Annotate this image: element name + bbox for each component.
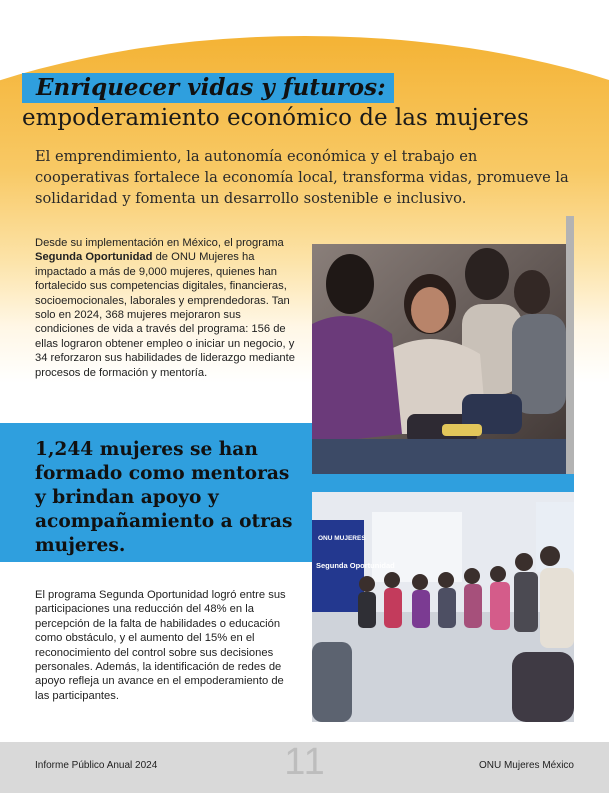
lead-paragraph: El emprendimiento, la autonomía económica y el trabajo en cooperativas fortalece la economía local, transforma vidas, promueve la solidaridad y fomenta un desarrollo sostenible e inclusivo.	[35, 148, 569, 207]
photo-group-meeting-illustration	[312, 492, 574, 722]
photo-group-meeting	[312, 492, 574, 722]
title-rest: empoderamiento económico de las mujeres	[22, 105, 529, 131]
blue-strip	[312, 474, 574, 492]
gray-accent-bar	[566, 216, 574, 474]
body1-part2: de ONU Mujeres ha impactado a más de 9,000 mujeres, quienes han fortalecido sus competencias digitales, financieras, socioemocionales, laborales y emprendedoras. Tan solo en 2024, 368 mujeres mejoraron sus condiciones de vida a través del programa: 156 de ellas lograron obtener empleo o iniciar un negocio, y 34 reforzaron sus habilidades de liderazgo mediante procesos de formación y mentoría.	[35, 251, 295, 379]
body-paragraph-2: El programa Segunda Oportunidad logró entre sus participaciones una reducción del 48% en la percepción de la falta de habilidades o educación como obstáculo, y el aumento del 15% en el reconocimiento del control sobre sus decisiones personales. Además, la identificación de redes de apoyo refleja un avance en el empoderamiento de las participantes.	[35, 589, 286, 702]
photo-women-circle	[312, 244, 566, 474]
program-name: Segunda Oportunidad	[35, 251, 153, 264]
footer-report-title: Informe Público Anual 2024	[35, 760, 158, 771]
highlight-statement: 1,244 mujeres se han formado como mentoras y brindan apoyo y acompañamiento a otras mujeres.	[35, 439, 293, 556]
title-highlight: Enriquecer vidas y futuros:	[22, 73, 394, 103]
page-title	[22, 73, 592, 133]
body1-part1: Desde su implementación en México, el programa	[35, 237, 284, 249]
body-paragraph-1	[35, 236, 303, 380]
page-number: 11	[284, 741, 326, 783]
banner-org-text: ONU MUJERES	[318, 535, 366, 542]
banner-program-text: Segunda Oportunidad	[316, 561, 395, 570]
photo-women-circle-illustration	[312, 244, 566, 474]
footer-organization: ONU Mujeres México	[478, 760, 574, 771]
